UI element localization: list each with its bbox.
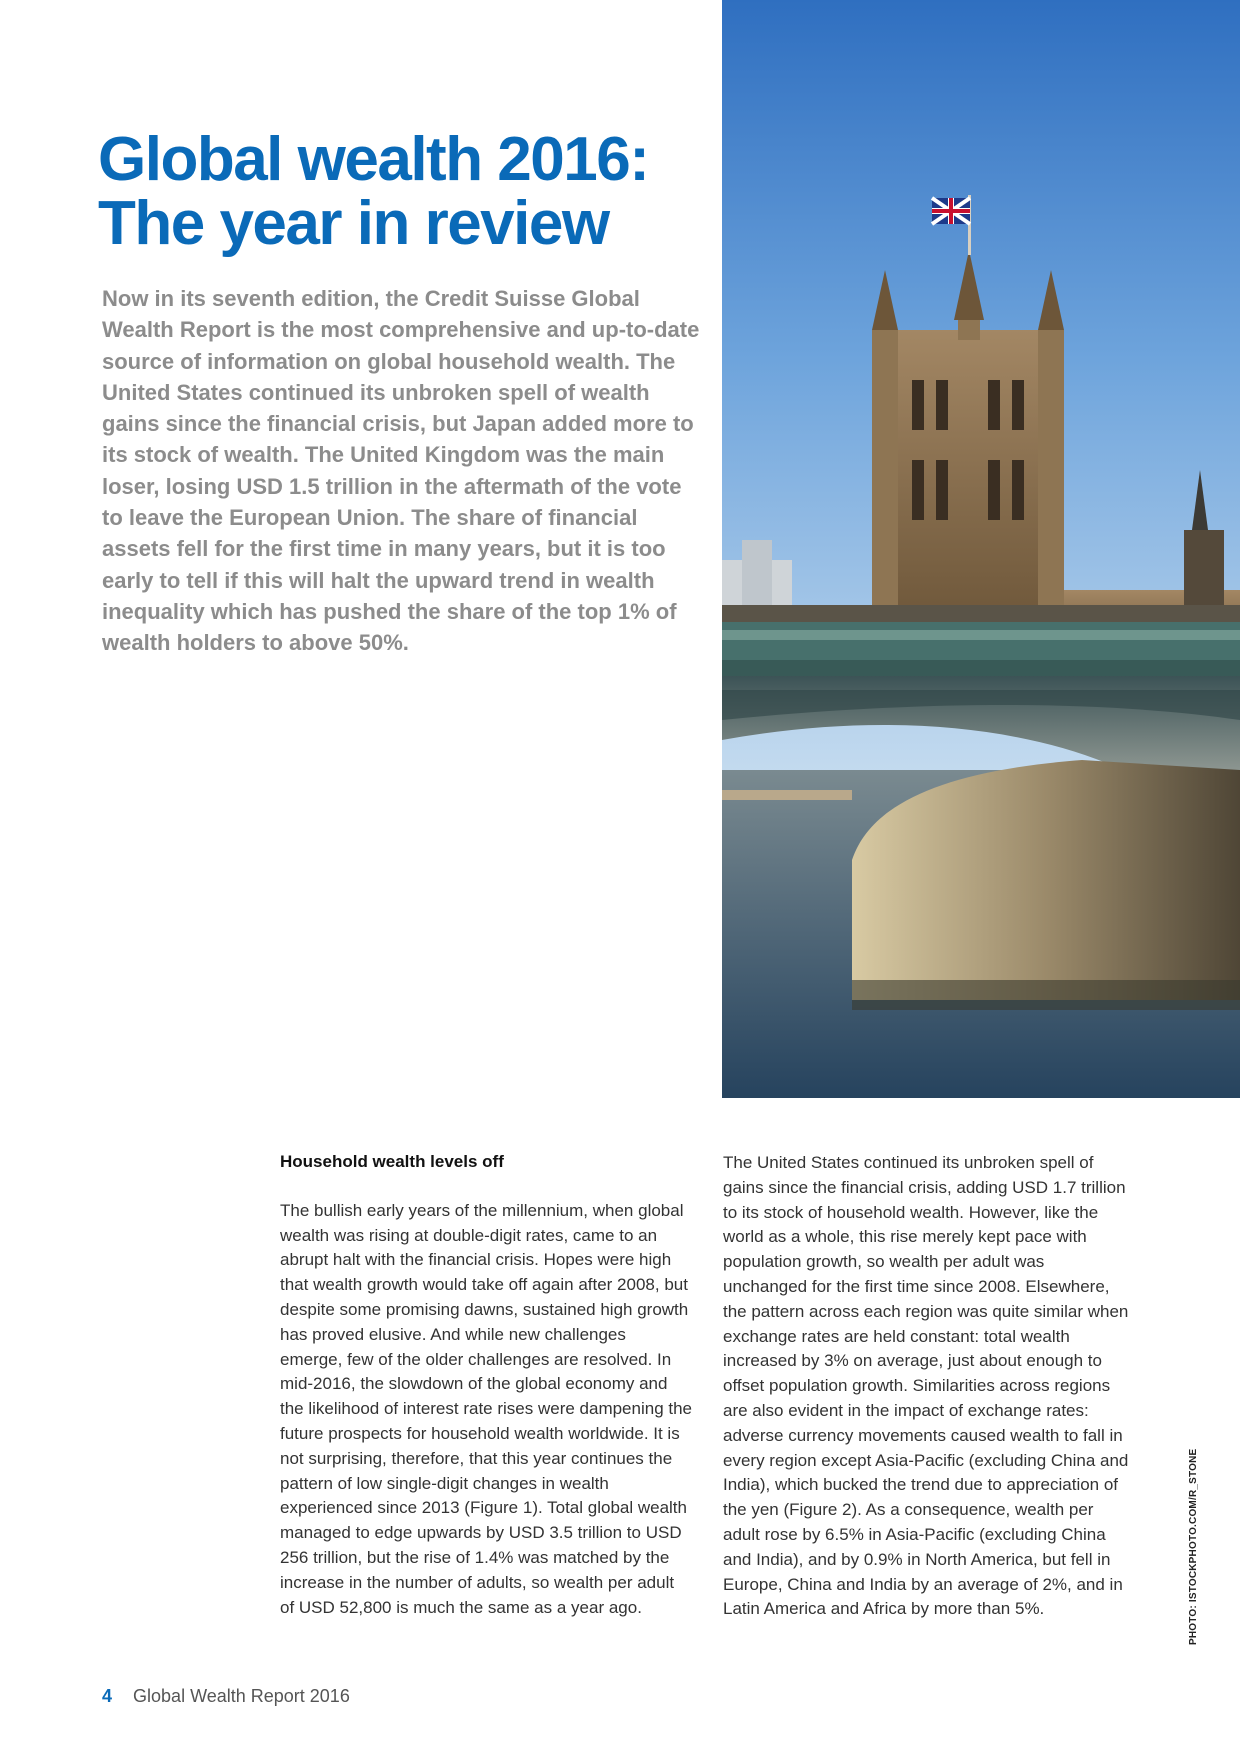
left-text-column <box>280 1150 692 1620</box>
photo-credit: PHOTO: ISTOCKPHOTO.COM/R_STONE <box>1188 1448 1199 1645</box>
right-text-column <box>723 1151 1133 1622</box>
section-heading: Household wealth levels off <box>280 1152 504 1171</box>
left-body-paragraph: The bullish early years of the millennium, when global wealth was rising at double-digit rates, came to an abrupt halt with the financial crisis. Hopes were high that wealth growth would take off again after 2008, but despite some promising dawns, sustained high growth has proved elusive. And while new challenges emerge, few of the older challenges are resolved. In mid-2016, the slowdown of the global economy and the likelihood of interest rate rises were dampening the future prospects for household wealth worldwide. It is not surprising, therefore, that this year continues the pattern of low single-digit changes in wealth experienced since 2013 (Figure 1). Total global wealth managed to edge upwards by USD 3.5 trillion to USD 256 trillion, but the rise of 1.4% was matched by the increase in the number of adults, so wealth per adult of USD 52,800 is much the same as a year ago. <box>280 1200 693 1617</box>
westminster-bridge-photo <box>722 0 1240 1098</box>
lead-paragraph: Now in its seventh edition, the Credit Suisse Global Wealth Report is the most comprehensive and up-to-date source of information on global household wealth. The United States continued its unbroken spell of wealth gains since the financial crisis, but Japan added more to its stock of wealth. The United Kingdom was the main loser, losing USD 1.5 trillion in the aftermath of the vote to leave the European Union. The share of financial assets fell for the first time in many years, but it is too early to tell if this will halt the upward trend in wealth inequality which has pushed the share of the top 1% of wealth holders to above 50%. <box>102 286 700 656</box>
right-body-paragraph: The United States continued its unbroken spell of gains since the financial crisis, adding USD 1.7 trillion to its stock of household wealth. However, like the world as a whole, this rise merely kept pace with population growth, so wealth per adult was unchanged for the first time since 2008. Elsewhere, the pattern across each region was quite similar when exchange rates are held constant: total wealth increased by 3% on average, just about enough to offset population growth. Similarities across regions are also evident in the impact of exchange rates: adverse currency movements caused wealth to fall in every region except Asia-Pacific (excluding China and India), which bucked the trend due to appreciation of the yen (Figure 2). As a consequence, wealth per adult rose by 6.5% in Asia-Pacific (excluding China and India), and by 0.9% in North America, but fell in Europe, China and India by an average of 2%, and in Latin America and Africa by more than 5%. <box>723 1153 1129 1619</box>
publication-name: Global Wealth Report 2016 <box>133 1686 350 1706</box>
title-line-1: Global wealth 2016: <box>98 125 649 194</box>
page-title <box>98 125 698 258</box>
title-line-2: The year in review <box>98 189 609 258</box>
page-number: 4 <box>102 1686 113 1706</box>
page-footer <box>102 1686 350 1707</box>
